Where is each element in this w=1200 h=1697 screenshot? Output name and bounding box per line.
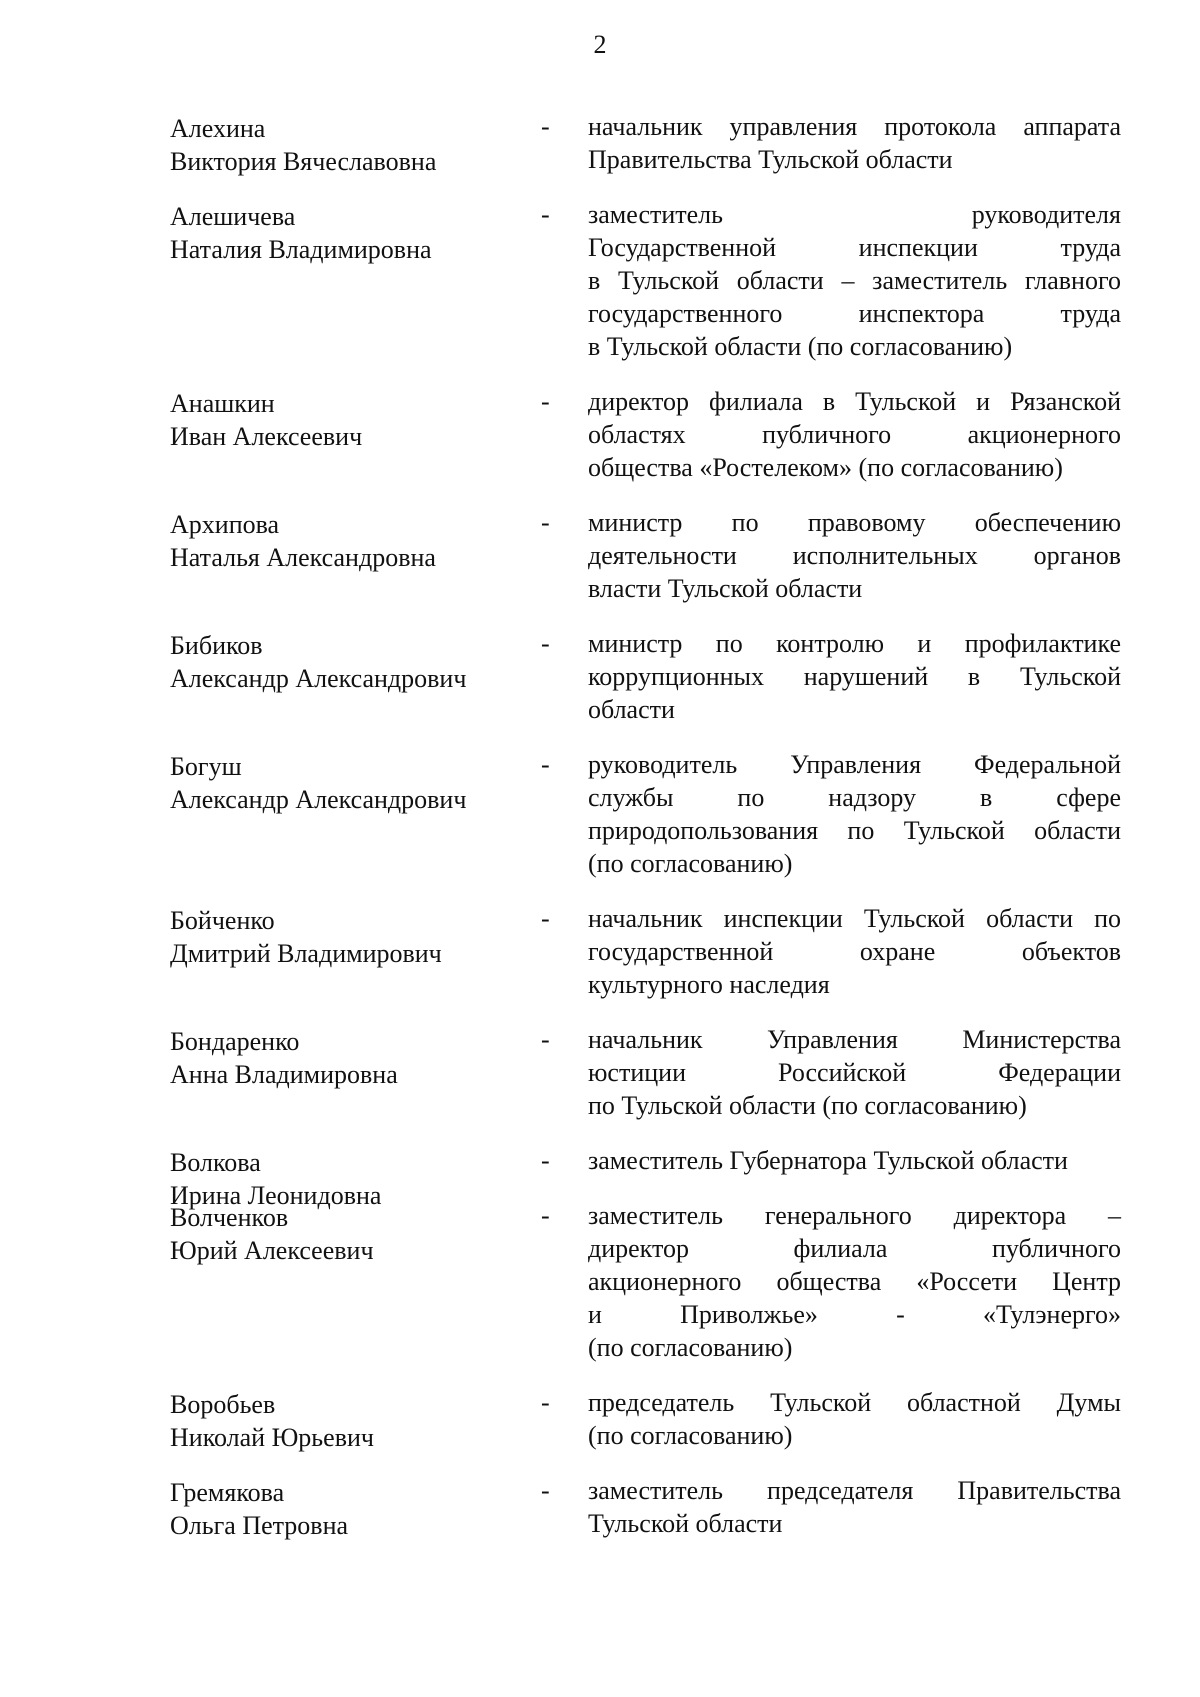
member-position [588, 506, 1121, 605]
member-position [588, 748, 1121, 880]
separator-dash: - [541, 1201, 550, 1230]
separator-dash: - [541, 1025, 550, 1054]
member-surname: Гремякова [170, 1478, 285, 1507]
member-surname: Архипова [170, 510, 280, 539]
member-name [170, 904, 530, 970]
position-line: акционерного общества «Россети Центр [588, 1267, 1121, 1296]
member-name [170, 1025, 530, 1091]
position-line: (по согласованию) [588, 1421, 793, 1450]
member-entry [0, 198, 1200, 363]
position-line: заместитель руководителя [588, 200, 1121, 229]
position-line: в Тульской области – заместитель главного [588, 266, 1121, 295]
member-given-names: Наталья Александровна [170, 543, 436, 572]
position-line: министр по правовому обеспечению [588, 508, 1121, 537]
member-surname: Алехина [170, 114, 266, 143]
position-line: юстиции Российской Федерации [588, 1058, 1121, 1087]
member-name [170, 200, 530, 266]
member-name [170, 750, 530, 816]
position-line: начальник Управления Министерства [588, 1025, 1121, 1054]
member-surname: Бондаренко [170, 1027, 300, 1056]
position-line: и Приволжье» - «Тулэнерго» [588, 1300, 1121, 1329]
separator-dash: - [541, 750, 550, 779]
position-line: (по согласованию) [588, 1333, 793, 1362]
member-position [588, 110, 1121, 176]
position-line: заместитель Губернатора Тульской области [588, 1146, 1068, 1175]
member-surname: Бойченко [170, 906, 275, 935]
position-line: в Тульской области (по согласованию) [588, 332, 1013, 361]
member-surname: Бибиков [170, 631, 263, 660]
member-name [170, 1388, 530, 1454]
position-line: (по согласованию) [588, 849, 793, 878]
member-position [588, 1386, 1121, 1452]
separator-dash: - [541, 387, 550, 416]
member-position [588, 627, 1121, 726]
position-line: по Тульской области (по согласованию) [588, 1091, 1027, 1120]
position-line: коррупционных нарушений в Тульской [588, 662, 1121, 691]
position-line: председатель Тульской областной Думы [588, 1388, 1121, 1417]
separator-dash: - [541, 1388, 550, 1417]
separator-dash: - [541, 1476, 550, 1505]
member-position [588, 1144, 1121, 1177]
position-line: областях публичного акционерного [588, 420, 1121, 449]
member-name [170, 1201, 530, 1267]
member-name [170, 629, 530, 695]
member-name [170, 508, 530, 574]
position-line: государственного инспектора труда [588, 299, 1121, 328]
position-line: начальник управления протокола аппарата [588, 112, 1121, 141]
page-number: 2 [593, 30, 607, 59]
member-given-names: Иван Алексеевич [170, 422, 363, 451]
member-surname: Волкова [170, 1148, 261, 1177]
member-entry [0, 1474, 1200, 1540]
position-line: общества «Ростелеком» (по согласованию) [588, 453, 1063, 482]
member-given-names: Ольга Петровна [170, 1511, 349, 1540]
member-surname: Воробьев [170, 1390, 276, 1419]
member-position [588, 902, 1121, 1001]
member-position [588, 1474, 1121, 1540]
member-entry [0, 627, 1200, 726]
separator-dash: - [541, 904, 550, 933]
member-surname: Алешичева [170, 202, 296, 231]
member-position [588, 1023, 1121, 1122]
position-line: заместитель генерального директора – [588, 1201, 1121, 1230]
separator-dash: - [541, 112, 550, 141]
member-entry [0, 1144, 1200, 1210]
member-name [170, 112, 530, 178]
member-entry [0, 110, 1200, 176]
member-surname: Волченков [170, 1203, 289, 1232]
member-given-names: Виктория Вячеславовна [170, 147, 437, 176]
member-given-names: Юрий Алексеевич [170, 1236, 374, 1265]
member-given-names: Наталия Владимировна [170, 235, 432, 264]
member-given-names: Александр Александрович [170, 785, 467, 814]
position-line: заместитель председателя Правительства [588, 1476, 1121, 1505]
member-entry [0, 748, 1200, 880]
member-entry [0, 1386, 1200, 1452]
member-entry [0, 1199, 1200, 1364]
member-entry [0, 385, 1200, 484]
member-position [588, 1199, 1121, 1364]
position-line: начальник инспекции Тульской области по [588, 904, 1121, 933]
member-name [170, 387, 530, 453]
separator-dash: - [541, 1146, 550, 1175]
member-given-names: Николай Юрьевич [170, 1423, 374, 1452]
position-line: области [588, 695, 675, 724]
position-line: Государственной инспекции труда [588, 233, 1121, 262]
position-line: руководитель Управления Федеральной [588, 750, 1121, 779]
position-line: Правительства Тульской области [588, 145, 953, 174]
position-line: директор филиала в Тульской и Рязанской [588, 387, 1121, 416]
member-entry [0, 902, 1200, 1001]
separator-dash: - [541, 200, 550, 229]
member-list [0, 110, 1200, 1562]
position-line: деятельности исполнительных органов [588, 541, 1121, 570]
position-line: культурного наследия [588, 970, 830, 999]
position-line: власти Тульской области [588, 574, 863, 603]
member-given-names: Ирина Леонидовна [170, 1181, 382, 1210]
member-surname: Анашкин [170, 389, 275, 418]
position-line: директор филиала публичного [588, 1234, 1121, 1263]
member-surname: Богуш [170, 752, 242, 781]
member-position [588, 198, 1121, 363]
position-line: природопользования по Тульской области [588, 816, 1121, 845]
member-given-names: Дмитрий Владимирович [170, 939, 442, 968]
member-entry [0, 506, 1200, 605]
separator-dash: - [541, 508, 550, 537]
position-line: министр по контролю и профилактике [588, 629, 1121, 658]
separator-dash: - [541, 629, 550, 658]
member-name [170, 1476, 530, 1542]
member-given-names: Анна Владимировна [170, 1060, 398, 1089]
position-line: государственной охране объектов [588, 937, 1121, 966]
member-position [588, 385, 1121, 484]
member-given-names: Александр Александрович [170, 664, 467, 693]
member-entry [0, 1023, 1200, 1122]
position-line: службы по надзору в сфере [588, 783, 1121, 812]
position-line: Тульской области [588, 1509, 783, 1538]
